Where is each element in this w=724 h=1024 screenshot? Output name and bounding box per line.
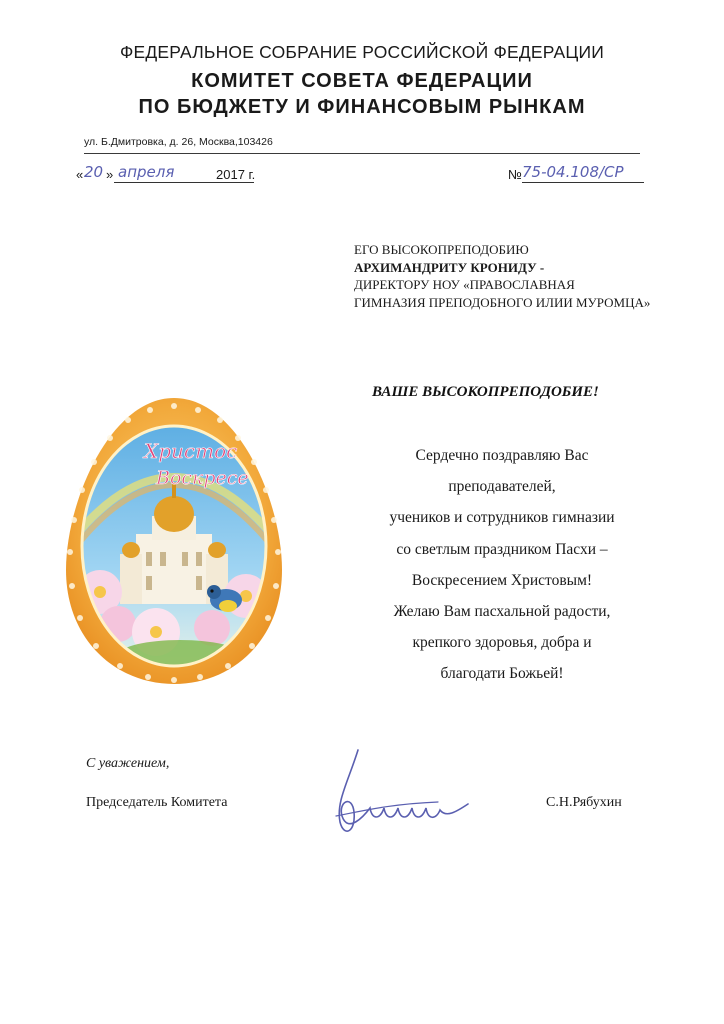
date-day: 20 <box>84 163 104 181</box>
header-address: ул. Б.Дмитровка, д. 26, Москва,103426 <box>84 136 273 148</box>
handwritten-signature <box>318 742 478 852</box>
salutation: ВАШЕ ВЫСОКОПРЕПОДОБИЕ! <box>372 384 599 400</box>
header-committee-subject: ПО БЮДЖЕТУ И ФИНАНСОВЫМ РЫНКАМ <box>138 96 586 118</box>
greeting-body <box>352 440 652 690</box>
date-quote-open: « <box>76 167 84 182</box>
easter-egg-card <box>60 392 288 688</box>
date-month: апреля <box>118 163 175 181</box>
body-line: благодати Божьей! <box>440 665 564 683</box>
body-line: крепкого здоровья, добра и <box>412 634 592 652</box>
addressee-line-4: ГИМНАЗИЯ ПРЕПОДОБНОГО ИЛИИ МУРОМЦА» <box>354 294 651 310</box>
reference-label: № <box>508 167 522 182</box>
header-divider <box>84 153 640 154</box>
header-committee: КОМИТЕТ СОВЕТА ФЕДЕРАЦИИ <box>191 70 533 92</box>
date-year: 2017 г. <box>216 167 256 182</box>
body-line: Желаю Вам пасхальной радости, <box>393 603 611 621</box>
body-line: со светлым праздником Пасхи – <box>396 540 608 558</box>
card-text-line-2: Воскресе <box>156 467 249 489</box>
date-underline <box>114 182 254 183</box>
addressee-line-2: АРХИМАНДРИТУ КРОНИДУ - <box>354 259 545 275</box>
header-parliament: ФЕДЕРАЛЬНОЕ СОБРАНИЕ РОССИЙСКОЙ ФЕДЕРАЦИИ <box>119 42 605 62</box>
closing-regards: С уважением, <box>86 756 170 771</box>
reference-number: 75-04.108/СР <box>522 163 624 181</box>
body-line: Сердечно поздравляю Вас <box>415 447 589 464</box>
body-line: учеников и сотрудников гимназии <box>389 509 615 527</box>
body-line: Воскресением Христовым! <box>411 571 593 589</box>
addressee-block <box>354 241 650 311</box>
card-text-line-1: Христос <box>144 439 238 463</box>
signer-position: Председатель Комитета <box>86 795 228 810</box>
signer-name: С.Н.Рябухин <box>546 795 622 810</box>
addressee-line-3: ДИРЕКТОРУ НОУ «ПРАВОСЛАВНАЯ <box>354 277 575 292</box>
date-quote-close: » <box>106 167 114 182</box>
body-line: преподавателей, <box>448 478 556 496</box>
reference-underline <box>522 182 644 183</box>
addressee-line-1: ЕГО ВЫСОКОПРЕПОДОБИЮ <box>354 242 529 257</box>
